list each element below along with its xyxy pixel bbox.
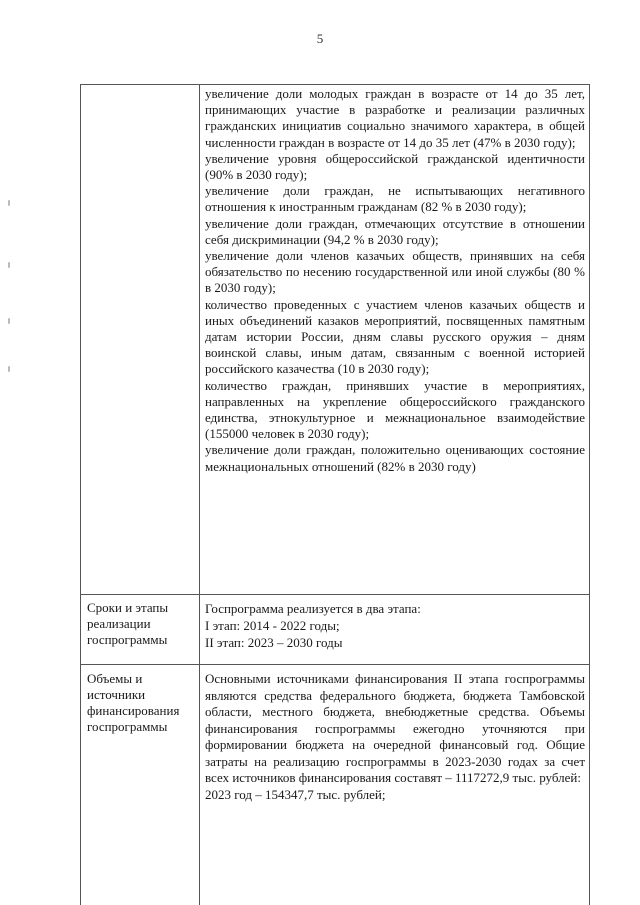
indicator-item: увеличение доли граждан, не испытывающих негативного отношения к иностранным гражданам (82 % в 2030 году); — [205, 183, 585, 215]
indicators-cell — [205, 86, 585, 475]
passport-table — [80, 84, 590, 905]
stages-label: Сроки и этапы реализации госпрограммы — [87, 600, 169, 647]
funding-text: Основными источниками финансирования II этапа госпрограммы являются средства федерального бюджета, бюджета Тамбовской области, местного бюджета, внебюджетные средства. Объемы финансирования госпрограммы ежегодно уточняются при формировании бюджета на очередной финансовый год. Общие затраты на реализацию госпрограммы в 2023-2030 годах за счет всех источников финансирования составят – 1117272,9 тыс. рублей: — [205, 671, 585, 785]
scan-edge-mark — [8, 366, 10, 372]
funding-label: Объемы и источники финансирования госпрограммы — [87, 671, 180, 734]
scan-edge-mark — [8, 318, 10, 324]
indicator-item: количество граждан, принявших участие в мероприятиях, направленных на укрепление общероссийского гражданского единства, этнокультурное и межнациональное взаимодействие (155000 человек в 2030 году); — [205, 377, 585, 442]
scan-edge-mark — [8, 262, 10, 268]
indicator-item: увеличение доли граждан, положительно оценивающих состояние межнациональных отношений (82% в 2030 году) — [205, 442, 585, 474]
table-row-divider — [81, 664, 589, 665]
table-column-divider — [199, 84, 200, 905]
page-number: 5 — [316, 31, 324, 46]
indicator-item: увеличение доли членов казачьих обществ, принявших на себя обязательство по несению государственной или иной службы (80 % в 2030 году); — [205, 248, 585, 296]
stages-line: Госпрограмма реализуется в два этапа: — [205, 601, 421, 616]
indicator-item: увеличение уровня общероссийской гражданской идентичности (90% в 2030 году); — [205, 150, 585, 183]
indicator-item: увеличение доли молодых граждан в возрасте от 14 до 35 лет, принимающих участие в разработке и реализации различных гражданских инициатив социально значимого характера, в общей численности граждан в возрасте от 14 до 35 лет (47% в 2030 году); — [205, 86, 585, 150]
stages-line: I этап: 2014 - 2022 годы; — [205, 618, 340, 633]
funding-cell — [205, 671, 585, 803]
table-border-top — [81, 84, 589, 85]
stages-cell — [205, 600, 585, 651]
indicator-item: увеличение доли граждан, отмечающих отсутствие в отношении себя дискриминации (94,2 % в 2030 году); — [205, 215, 585, 247]
stages-line: II этап: 2023 – 2030 годы — [205, 635, 343, 650]
indicator-item: количество проведенных с участием членов казачьих обществ и иных объединений казаков мероприятий, посвященных памятным датам истории России, дням славы русского оружия – дням воинской славы, иным датам, связанным с военной историей российского казачества (10 в 2030 году); — [205, 296, 585, 377]
table-row-divider — [81, 594, 589, 595]
funding-year-line: 2023 год – 154347,7 тыс. рублей; — [205, 786, 386, 802]
scan-edge-mark — [8, 200, 10, 206]
